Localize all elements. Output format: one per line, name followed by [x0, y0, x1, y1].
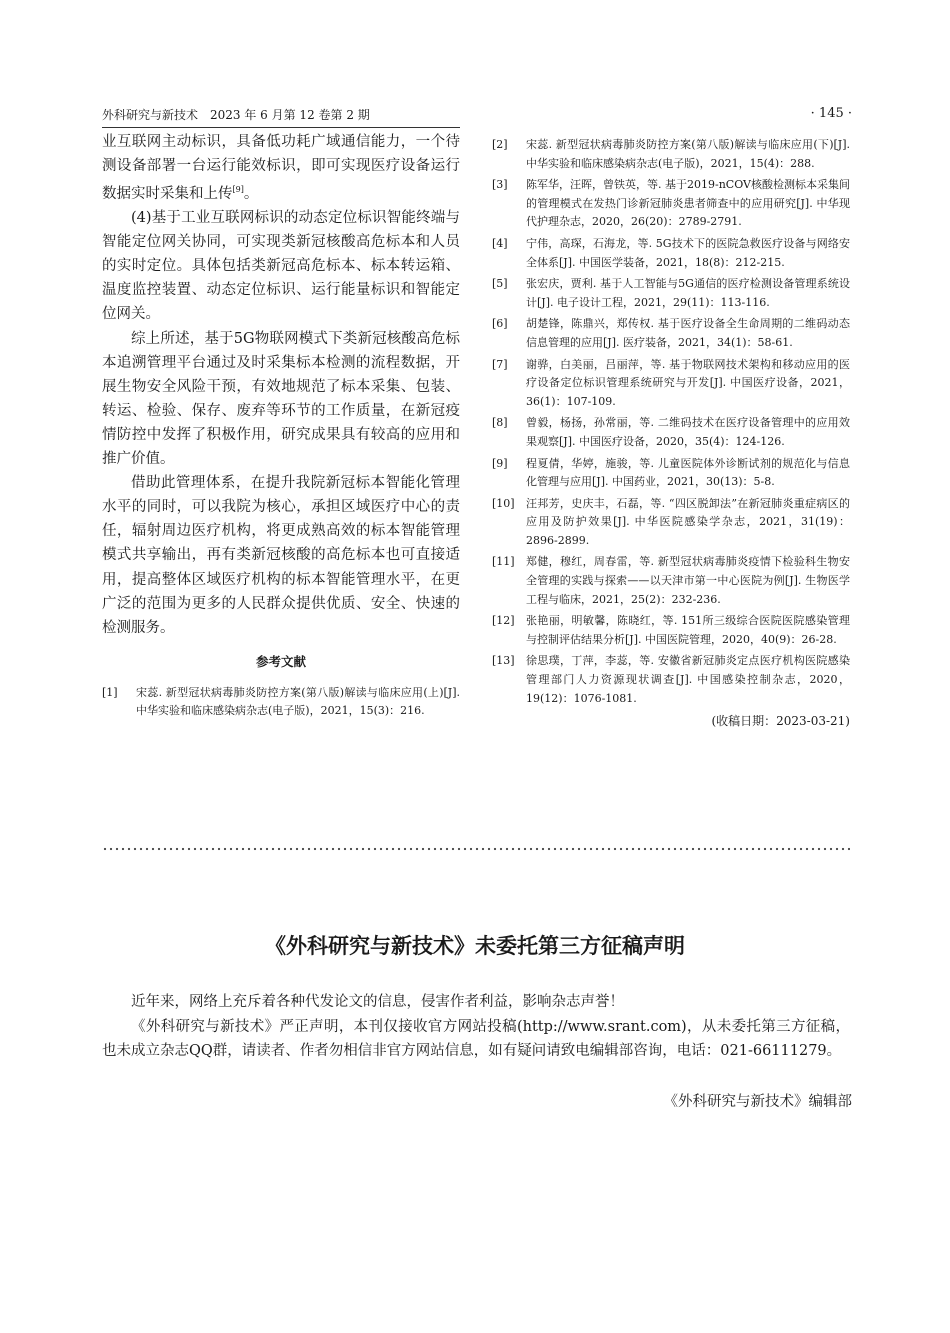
reference-item: [12] 张艳丽，明敏馨，陈晓红，等. 151所三级综合医院医院感染管理与控制评估结果分析[J]. 中国医院管理，2020，40(9)：26-28.	[492, 614, 850, 646]
reference-item: [5] 张宏庆，贾利. 基于人工智能与5G通信的医疗检测设备管理系统设计[J]. 电子设计工程，2021，29(11)：113-116.	[492, 277, 850, 309]
notice-title: 《外科研究与新技术》未委托第三方征稿声明	[265, 934, 685, 958]
reference-item: [1] 宋蕊. 新型冠状病毒肺炎防控方案(第八版)解读与临床应用(上)[J]. 中华实验和临床感染病杂志(电子版)，2021，15(3)：216.	[102, 685, 460, 718]
reference-item: [11] 郑健，穆红，周春雷，等. 新型冠状病毒肺炎疫情下检验科生物安全管理的实践与探索——以天津市第一中心医院为例[J]. 生物医学工程与临床，2021，25(2)：232-236.	[492, 555, 850, 606]
journal-issue: 外科研究与新技术 2023 年 6 月第 12 卷第 2 期	[102, 108, 370, 122]
section-divider	[102, 845, 850, 853]
citation-9[interactable]: [9]	[232, 185, 244, 195]
reference-item: [10] 汪邦芳，史庆丰，石磊，等. “四区脱卸法”在新冠肺炎重症病区的应用及防护效果[J]. 中华医院感染学杂志，2021，31(19)：2896-2899.	[492, 496, 850, 547]
paragraph-1: 业互联网主动标识，具备低功耗广域通信能力，一个待测设备部署一台运行能效标识，即可实现医疗设备运行数据实时采集和上传[9]。	[102, 134, 460, 203]
paragraph-2: (4)基于工业互联网标识的动态定位标识智能终端与智能定位网关协同，可实现类新冠核酸高危标本和人员的实时定位。具体包括类新冠高危标本、标本转运箱、温度监控装置、动态定位标识、运行能量标识和智能定位网关。	[102, 210, 460, 323]
right-column	[492, 136, 850, 729]
reference-item: [13] 徐思璞，丁萍，李蕊，等. 安徽省新冠肺炎定点医疗机构医院感染管理部门人力资源现状调查[J]. 中国感染控制杂志，2020，19(12)：1076-1081.	[492, 654, 850, 705]
running-header	[102, 106, 852, 126]
reference-item: [7] 谢骅，白美丽，吕丽萍，等. 基于物联网技术架构和移动应用的医疗设备定位标识管理系统研究与开发[J]. 中国医疗设备，2021，36(1)：107-109.	[492, 357, 850, 408]
left-column	[102, 130, 460, 724]
paragraph-3: 综上所述，基于5G物联网模式下类新冠核酸高危标本追溯管理平台通过及时采集标本检测的流程数据，开展生物安全风险干预，有效地规范了标本采集、包装、转运、检验、保存、废弃等环节的工作质量，在新冠疫情防控中发挥了积极作用，研究成果具有较高的应用和推广价值。	[102, 330, 460, 468]
notice-paragraph-1: 近年来，网络上充斥着各种代发论文的信息，侵害作者利益，影响杂志声誉！	[131, 994, 624, 1010]
page-number: · 145 ·	[810, 106, 852, 121]
header-rule	[102, 127, 460, 128]
reference-item: [4] 宁伟，高琛，石海龙，等. 5G技术下的医院急救医疗设备与网络安全体系[J]. 中国医学装备，2021，18(8)：212-215.	[492, 236, 850, 269]
notice-body	[102, 990, 850, 1064]
reference-item: [8] 曾毅，杨扬，孙常丽，等. 二维码技术在医疗设备管理中的应用效果观察[J]. 中国医疗设备，2020，35(4)：124-126.	[492, 416, 850, 448]
references-heading: 参考文献	[255, 653, 306, 669]
reference-item: [9] 程夏倩，华婷，施骏，等. 儿童医院体外诊断试剂的规范化与信息化管理与应用[J]. 中国药业，2021，30(13)：5-8.	[492, 456, 850, 489]
reference-item: [3] 陈军华，汪晖，曾铁英，等. 基于2019-nCOV核酸检测标本采集间的管理模式在发热门诊新冠肺炎患者筛查中的应用研究[J]. 中华现代护理杂志，2020，26(20)：2789-2791.	[492, 178, 850, 229]
reference-item: [6] 胡楚锋，陈鼎兴，郑传权. 基于医疗设备全生命周期的二维码动态信息管理的应用[J]. 医疗装备，2021，34(1)：58-61.	[492, 317, 850, 349]
notice-paragraph-2: 《外科研究与新技术》严正声明，本刊仅接收官方网站投稿(http://www.srant.com)，从未委托第三方征稿，也未成立杂志QQ群，请读者、作者勿相信非官方网站信息，如有疑问请致电编辑部咨询，电话：021-66111279。	[102, 1018, 850, 1059]
received-date: (收稿日期：2023-03-21)	[711, 714, 850, 729]
reference-item: [2] 宋蕊. 新型冠状病毒肺炎防控方案(第八版)解读与临床应用(下)[J]. 中华实验和临床感染病杂志(电子版)，2021，15(4)：288.	[492, 138, 850, 170]
paragraph-4: 借助此管理体系，在提升我院新冠标本智能化管理水平的同时，可以我院为核心，承担区域医疗中心的责任，辐射周边医疗机构，将更成熟高效的标本智能管理模式共享输出，再有类新冠核酸的高危标本也可直接适用，提高整体区域医疗机构的标本智能管理水平，在更广泛的范围为更多的人民群众提供优质、安全、快速的检测服务。	[102, 475, 460, 636]
notice-signature: 《外科研究与新技术》编辑部	[663, 1094, 852, 1110]
